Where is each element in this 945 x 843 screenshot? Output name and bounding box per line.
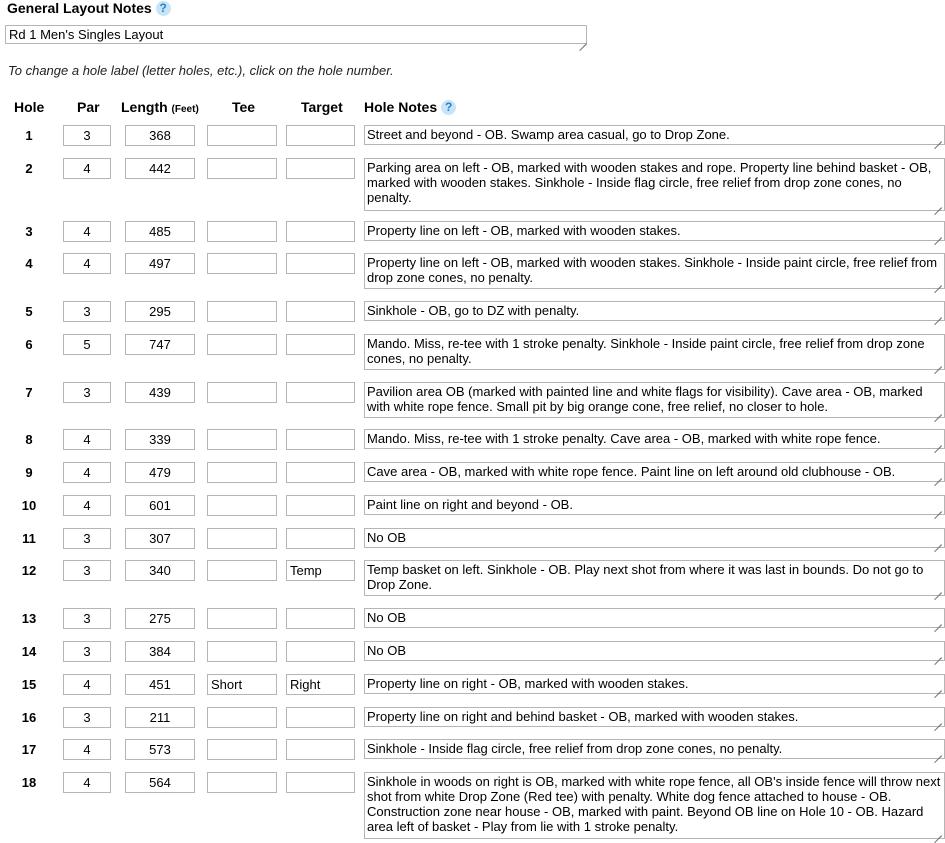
resize-grip-icon[interactable] (934, 716, 942, 724)
hole-notes-text: Mando. Miss, re-tee with 1 stroke penalty. Sinkhole - Inside paint circle, free relief from drop zone cones, no penalty. (367, 336, 925, 366)
resize-grip-icon[interactable] (934, 200, 942, 208)
general-layout-notes-heading (7, 0, 171, 16)
hole-number[interactable]: 4 (25, 256, 33, 271)
target-input[interactable] (286, 334, 355, 355)
hole-notes-text: Cave area - OB, marked with white rope fence. Paint line on left around old clubhouse - OB. (367, 464, 896, 479)
resize-grip-icon[interactable] (934, 134, 942, 142)
resize-grip-icon[interactable] (934, 537, 942, 545)
hole-number[interactable]: 2 (25, 161, 33, 176)
resize-grip-icon[interactable] (934, 310, 942, 318)
resize-grip-icon[interactable] (934, 438, 942, 446)
tee-input[interactable] (207, 641, 277, 662)
hole-notes-textarea[interactable] (364, 674, 945, 694)
hole-notes-textarea[interactable] (364, 334, 945, 370)
length-input[interactable]: 340 (125, 560, 195, 581)
hole-notes-text: Street and beyond - OB. Swamp area casual, go to Drop Zone. (367, 127, 730, 142)
length-input[interactable]: 442 (125, 158, 195, 179)
hole-notes-textarea[interactable] (364, 301, 945, 321)
hole-notes-textarea[interactable] (364, 382, 945, 418)
length-input[interactable]: 485 (125, 221, 195, 242)
target-input[interactable] (286, 382, 355, 403)
hole-notes-text: Sinkhole in woods on right is OB, marked with white rope fence, all OB's inside fence will throw next shot from white Drop Zone (Red tee) with penalty. White dog fence attached to house - OB. Construction zone near house - OB, marked with paint. Beyond OB line on Hole 10 - OB. Hazard area left of basket - Play from lie with 1 stroke penalty. (367, 774, 941, 834)
hole-notes-text: Mando. Miss, re-tee with 1 stroke penalty. Cave area - OB, marked with white rope fence. (367, 431, 881, 446)
hole-notes-column-header (364, 99, 456, 115)
hole-notes-text: Property line on left - OB, marked with wooden stakes. (367, 223, 681, 238)
par-input[interactable]: 3 (63, 301, 111, 322)
hole-notes-textarea[interactable] (364, 608, 945, 628)
target-input[interactable]: Temp (286, 560, 355, 581)
hole-notes-textarea[interactable] (364, 221, 945, 241)
target-input[interactable] (286, 739, 355, 760)
tee-input[interactable] (207, 125, 277, 146)
tee-input[interactable] (207, 560, 277, 581)
length-input[interactable]: 439 (125, 382, 195, 403)
par-input[interactable]: 3 (63, 641, 111, 662)
tee-input[interactable] (207, 528, 277, 549)
par-input[interactable]: 4 (63, 772, 111, 793)
target-column-header: Target (301, 99, 343, 115)
par-input[interactable]: 3 (63, 608, 111, 629)
hole-notes-text: Sinkhole - OB, go to DZ with penalty. (367, 303, 580, 318)
hole-notes-textarea[interactable] (364, 739, 945, 759)
hole-number[interactable]: 16 (21, 710, 37, 725)
target-input[interactable] (286, 221, 355, 242)
tee-input[interactable] (207, 221, 277, 242)
length-input[interactable]: 339 (125, 429, 195, 450)
hole-notes-text: No OB (367, 610, 407, 625)
general-layout-notes-label: General Layout Notes (7, 0, 152, 16)
hole-notes-text: Temp basket on left. Sinkhole - OB. Play next shot from where it was last in bounds. Do not go to Drop Zone. (367, 562, 924, 592)
length-input[interactable]: 497 (125, 253, 195, 274)
hole-notes-text: Paint line on right and beyond - OB. (367, 497, 573, 512)
resize-grip-icon[interactable] (934, 359, 942, 367)
tee-input[interactable] (207, 301, 277, 322)
hole-notes-textarea[interactable] (364, 560, 945, 596)
length-column-label: Length (121, 99, 168, 115)
hole-notes-textarea[interactable] (364, 158, 945, 211)
hole-notes-textarea[interactable] (364, 641, 945, 661)
target-input[interactable]: Right (286, 674, 355, 695)
hole-number[interactable]: 10 (21, 498, 37, 513)
hole-notes-text: Parking area on left - OB, marked with wooden stakes and rope. Property line behind basket - OB, marked with wooden stakes. Sinkhole - Inside flag circle, free relief from drop zone cones, no penalty. (367, 160, 932, 205)
resize-grip-icon[interactable] (934, 471, 942, 479)
resize-grip-icon[interactable] (579, 36, 587, 44)
resize-grip-icon[interactable] (934, 407, 942, 415)
target-input[interactable] (286, 253, 355, 274)
target-input[interactable] (286, 158, 355, 179)
resize-grip-icon[interactable] (934, 504, 942, 512)
hole-notes-text: No OB (367, 530, 407, 545)
hole-notes-textarea[interactable] (364, 495, 945, 515)
hole-number[interactable]: 11 (22, 531, 36, 546)
hole-notes-text: Pavilion area OB (marked with painted line and white flags for visibility). Cave area - OB, marked with white rope fence. Small pit by big orange cone, free relief, no closer to hole. (367, 384, 923, 414)
hole-number[interactable]: 3 (25, 224, 33, 239)
length-unit-label: (Feet) (171, 104, 199, 115)
length-input[interactable]: 307 (125, 528, 195, 549)
length-input[interactable]: 211 (125, 707, 195, 728)
resize-grip-icon[interactable] (934, 650, 942, 658)
tee-input[interactable] (207, 462, 277, 483)
hole-notes-text: No OB (367, 643, 407, 658)
length-input[interactable]: 275 (125, 608, 195, 629)
resize-grip-icon[interactable] (934, 278, 942, 286)
tee-input[interactable] (207, 158, 277, 179)
hole-notes-text: Property line on left - OB, marked with wooden stakes. Sinkhole - Inside paint circle, free relief from drop zone cones, no penalty. (367, 255, 938, 285)
tee-input[interactable] (207, 739, 277, 760)
target-input[interactable] (286, 301, 355, 322)
help-icon[interactable]: ? (441, 100, 456, 115)
resize-grip-icon[interactable] (934, 230, 942, 238)
hole-notes-textarea[interactable] (364, 528, 945, 548)
length-input[interactable]: 479 (125, 462, 195, 483)
hole-number[interactable]: 17 (21, 742, 37, 757)
target-input[interactable] (286, 707, 355, 728)
hole-number[interactable]: 8 (25, 432, 33, 447)
target-input[interactable] (286, 462, 355, 483)
hole-number[interactable]: 13 (21, 611, 37, 626)
par-input[interactable]: 4 (63, 462, 111, 483)
tee-input[interactable] (207, 495, 277, 516)
tee-input[interactable] (207, 334, 277, 355)
par-input[interactable]: 4 (63, 429, 111, 450)
hole-number[interactable]: 6 (25, 337, 33, 352)
par-input[interactable]: 4 (63, 674, 111, 695)
target-input[interactable] (286, 125, 355, 146)
par-input[interactable]: 4 (63, 253, 111, 274)
hole-number[interactable]: 5 (25, 304, 33, 319)
par-input[interactable]: 4 (63, 158, 111, 179)
par-input[interactable]: 4 (63, 495, 111, 516)
length-input[interactable]: 384 (125, 641, 195, 662)
par-input[interactable]: 3 (63, 382, 111, 403)
tee-input[interactable] (207, 429, 277, 450)
length-input[interactable]: 564 (125, 772, 195, 793)
length-input[interactable]: 747 (125, 334, 195, 355)
resize-grip-icon[interactable] (934, 828, 942, 836)
par-input[interactable]: 3 (63, 707, 111, 728)
par-input[interactable]: 5 (63, 334, 111, 355)
hole-notes-text: Property line on right - OB, marked with wooden stakes. (367, 676, 689, 691)
hole-notes-text: Property line on right and behind basket - OB, marked with wooden stakes. (367, 709, 799, 724)
target-input[interactable] (286, 495, 355, 516)
tee-input[interactable] (207, 772, 277, 793)
tee-input[interactable] (207, 253, 277, 274)
par-input[interactable]: 4 (63, 739, 111, 760)
hole-number[interactable]: 7 (25, 385, 33, 400)
target-input[interactable] (286, 772, 355, 793)
hole-notes-textarea[interactable] (364, 429, 945, 449)
length-input[interactable]: 573 (125, 739, 195, 760)
par-input[interactable]: 3 (63, 125, 111, 146)
length-input[interactable]: 368 (125, 125, 195, 146)
hole-notes-textarea[interactable] (364, 772, 945, 839)
hole-number[interactable]: 9 (25, 465, 33, 480)
length-input[interactable]: 601 (125, 495, 195, 516)
hole-notes-textarea[interactable] (364, 707, 945, 727)
hole-column-header: Hole (14, 99, 45, 115)
resize-grip-icon[interactable] (934, 683, 942, 691)
help-icon[interactable]: ? (156, 1, 171, 16)
tee-column-header: Tee (232, 99, 256, 115)
general-layout-notes-input[interactable]: Rd 1 Men's Singles Layout (5, 25, 587, 44)
length-column-header (121, 99, 199, 115)
resize-grip-icon[interactable] (934, 748, 942, 756)
target-input[interactable] (286, 528, 355, 549)
hole-number[interactable]: 12 (21, 563, 37, 578)
par-input[interactable]: 4 (63, 221, 111, 242)
par-column-header: Par (77, 99, 100, 115)
hole-label-hint: To change a hole label (letter holes, etc.), click on the hole number. (8, 63, 394, 78)
tee-input[interactable] (207, 382, 277, 403)
hole-notes-textarea[interactable] (364, 125, 945, 145)
resize-grip-icon[interactable] (934, 617, 942, 625)
hole-notes-text: Sinkhole - Inside flag circle, free relief from drop zone cones, no penalty. (367, 741, 783, 756)
hole-number[interactable]: 15 (21, 677, 37, 692)
target-input[interactable] (286, 429, 355, 450)
target-input[interactable] (286, 608, 355, 629)
hole-notes-textarea[interactable] (364, 462, 945, 482)
length-input[interactable]: 295 (125, 301, 195, 322)
hole-notes-textarea[interactable] (364, 253, 945, 289)
target-input[interactable] (286, 641, 355, 662)
hole-number[interactable]: 1 (25, 128, 33, 143)
tee-input[interactable] (207, 608, 277, 629)
tee-input[interactable]: Short (207, 674, 277, 695)
par-input[interactable]: 3 (63, 560, 111, 581)
tee-input[interactable] (207, 707, 277, 728)
length-input[interactable]: 451 (125, 674, 195, 695)
par-input[interactable]: 3 (63, 528, 111, 549)
hole-number[interactable]: 18 (21, 775, 37, 790)
resize-grip-icon[interactable] (934, 585, 942, 593)
hole-number[interactable]: 14 (21, 644, 37, 659)
hole-notes-label: Hole Notes (364, 99, 438, 115)
